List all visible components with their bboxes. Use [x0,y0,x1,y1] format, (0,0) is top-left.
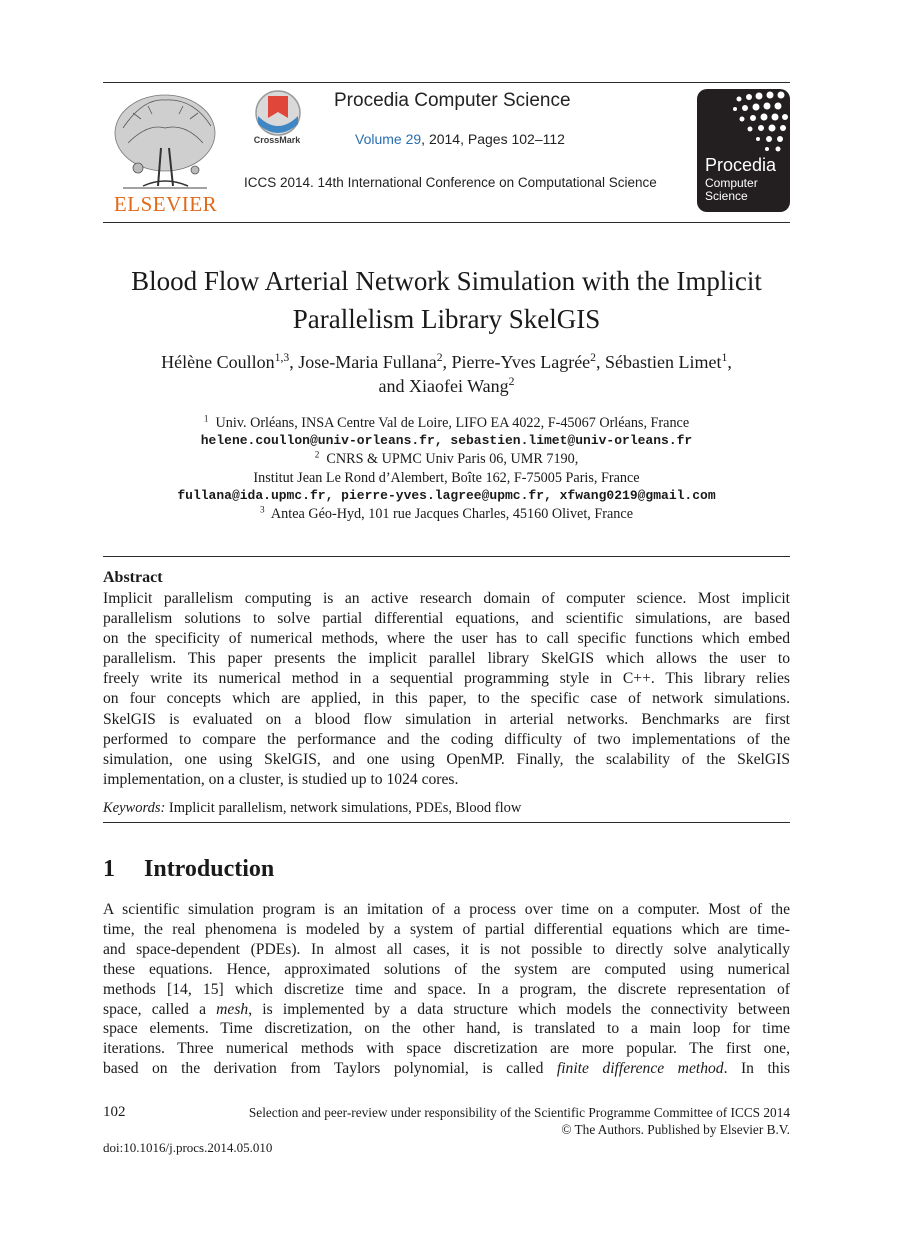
title-line-2: Parallelism Library SkelGIS [292,304,601,334]
author-list [103,350,790,398]
intro-line [103,1000,790,1020]
keywords [103,798,790,818]
intro-line: and space-dependent (PDEs). In almost all cases, it is not possible to directly solve analytically [103,940,790,958]
intro-text: , is implemented by a data structure which models the connectivity between [248,1000,790,1018]
author-affiliation-mark: 1,3 [274,351,290,364]
intro-text: based on the derivation from Taylors polynomial, is called [103,1060,557,1078]
author-name: Pierre-Yves Lagrée [451,352,591,372]
intro-line: methods [14, 15] which discretize time and space. In a program, the discrete representation of [103,980,790,998]
affiliation-3 [103,505,790,523]
author-affiliation-mark: 2 [436,351,443,364]
procedia-dots-icon [697,89,790,159]
abstract-line: performed to compare the performance and the coding difficulty of two implementations of the [103,730,790,748]
conference-line: ICCS 2014. 14th International Conference on Computational Science [244,175,657,190]
affiliation-2-address: Institut Jean Le Rond d’Alembert, Boîte 162, F-75005 Paris, France [253,469,640,486]
affiliations [103,414,790,523]
journal-title: Procedia Computer Science [334,90,571,111]
abstract-line: on the specificity of numerical methods, where the user has to call specific functions which embed [103,630,790,648]
header-top-rule [103,82,790,83]
author-name: Sébastien Limet [605,352,722,372]
procedia-logo [697,89,790,212]
affiliation-mark: 1 [203,413,209,424]
procedia-logo-line-science: Science [705,189,748,203]
affiliation-mark: 2 [314,449,320,460]
author-affiliation-mark: 2 [508,375,515,388]
abstract-line: implementation, on a cluster, is studied up to 1024 cores. [103,770,459,788]
author-line-1: Hélène Coullon$^{1,3}$, Jose-Maria Fullana$^2$, Pierre-Yves Lagrée$^2$, Sébastien Limet$^1$, [161,351,732,372]
affiliation-2 [103,450,790,468]
section-title: Introduction [144,856,275,882]
intro-text: . In this [723,1060,790,1078]
abstract-line: freely write its numerical method in a sequential programming style in C++. This library relies [103,670,790,688]
affiliation-text: Univ. Orléans, INSA Centre Val de Loire, LIFO EA 4022, F-45067 Orléans, France [215,415,690,431]
section-heading [103,856,274,883]
keywords-text: Implicit parallelism, network simulations, PDEs, Blood flow [165,800,522,816]
affiliation-text: Antea Géo-Hyd, 101 rue Jacques Charles, 45160 Olivet, France [270,506,633,523]
intro-line: these equations. Hence, approximated solutions of the system are computed using numerical [103,960,790,978]
author-affiliation-mark: 2 [590,351,597,364]
footer-copyright-line: © The Authors. Published by Elsevier B.V. [561,1122,790,1137]
affiliation-1-emails[interactable]: helene.coullon@univ-orleans.fr, sebastien.limet@univ-orleans.fr [200,433,693,449]
abstract-line: simulation, one using SkelGIS, and one using OpenMP. Finally, the scalability of the SkelGIS [103,750,790,768]
author-name: and Xiaofei Wang [378,376,509,396]
abstract-bottom-rule [103,822,790,823]
author-name: Hélène Coullon [161,352,275,372]
intro-line: time, the real phenomena is modeled by a system of partial differential equations which are time- [103,920,790,938]
footer-review-line: Selection and peer-review under responsibility of the Scientific Programme Committee of ICCS 2014 [248,1105,790,1120]
abstract-line: Implicit parallelism computing is an active research domain of computer science. Most implicit [103,590,790,607]
elsevier-wordmark: ELSEVIER [113,192,218,216]
intro-line: A scientific simulation program is an imitation of a process over time on a computer. Most of the [103,901,790,918]
footer-note [170,1104,790,1138]
affiliation-2-emails[interactable]: fullana@ida.upmc.fr, pierre-yves.lagree@upmc.fr, xfwang0219@gmail.com [177,487,716,503]
abstract-top-rule [103,556,790,557]
volume-link[interactable]: Volume 29 [355,131,422,147]
volume-line [355,131,565,147]
author-name: Jose-Maria Fullana [298,352,437,372]
crossmark-label: CrossMark [253,135,301,145]
doi-link[interactable]: doi:10.1016/j.procs.2014.05.010 [103,1140,273,1155]
title-line-1: Blood Flow Arterial Network Simulation with the Implicit [131,266,762,296]
author-affiliation-mark: 1 [721,351,728,364]
affiliation-mark: 3 [260,504,265,515]
procedia-logo-subtitle [705,177,758,203]
affiliation-text: CNRS & UPMC Univ Paris 06, UMR 7190, [326,451,579,468]
section-number: 1 [103,856,115,882]
procedia-logo-line-computer: Computer [705,176,758,190]
intro-line: iterations. Three numerical methods with space discretization are more popular. The first one, [103,1040,790,1058]
abstract-line: SkelGIS is evaluated on a blood flow simulation in arterial networks. Benchmarks are first [103,710,790,728]
abstract-line: parallelism. This paper presents the implicit parallel library SkelGIS which allows the user to [103,650,790,668]
page-number: 102 [103,1104,126,1120]
abstract-body [103,589,790,790]
intro-emphasis: mesh [216,1000,249,1018]
abstract-heading: Abstract [103,569,163,586]
header-bottom-rule [103,222,790,223]
keywords-label: Keywords: [103,800,166,816]
abstract-line: on four concepts which are applied, in this paper, to the specific case of network simulations. [103,690,790,708]
procedia-logo-title: Procedia [705,155,777,175]
paper-title [103,262,790,338]
author-line-2 [103,374,790,398]
intro-line: space elements. Time discretization, on the other hand, is translated to a main loop for time [103,1020,790,1038]
abstract-line: parallelism solutions to solve partial differential equations, and scientific simulations, are based [103,610,790,628]
volume-pages: , 2014, Pages 102–112 [421,131,565,147]
introduction-body [103,900,790,1079]
intro-line [103,1059,790,1079]
affiliation-1 [103,414,790,432]
intro-emphasis: finite difference method [556,1060,724,1078]
intro-text: space, called a [103,1000,217,1018]
